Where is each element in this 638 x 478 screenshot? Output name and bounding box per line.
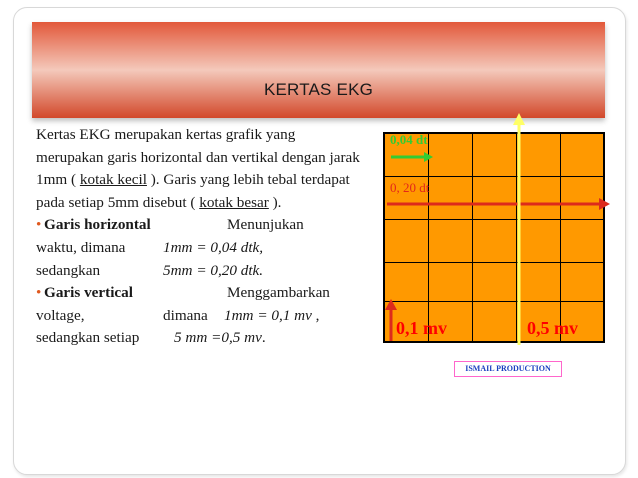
vertical-value-5mm: 5 mm =0,5 mv xyxy=(174,329,262,347)
horizontal-text-waktu: waktu, dimana xyxy=(36,238,126,256)
intro-text-1: Kertas EKG merupakan kertas grafik yang merupakan garis horizontal dan vertikal dengan jarak 1mm ( xyxy=(36,126,360,189)
horizontal-text-sedangkan: sedangkan xyxy=(36,261,101,279)
bullet-icon: • xyxy=(36,284,42,302)
red-horizontal-arrow-icon xyxy=(387,198,610,210)
vertical-value-1mm: 1mm = 0,1 mv xyxy=(224,306,312,324)
label-020-dt: 0, 20 dt xyxy=(390,180,430,195)
vertical-text-sedangkan: sedangkan setiap xyxy=(36,329,140,347)
kotak-besar-term: kotak besar xyxy=(199,193,269,211)
vertical-heading: Garis vertical xyxy=(44,284,133,302)
label-01-mv: 0,1 mv xyxy=(396,318,447,338)
kotak-kecil-term: kotak kecil xyxy=(79,171,147,189)
vertical-comma: , xyxy=(311,306,320,324)
vertical-desc: Menggambarkan xyxy=(227,284,330,302)
horizontal-value-1mm: 1mm = 0,04 dtk, xyxy=(163,238,264,256)
label-004-dt: 0,04 dt xyxy=(390,132,428,147)
horizontal-heading: Garis horizontal xyxy=(44,216,151,234)
bullet-icon: • xyxy=(36,216,42,234)
horizontal-desc: Menunjukan xyxy=(227,216,304,234)
green-arrow-icon xyxy=(391,152,433,162)
label-05-mv: 0,5 mv xyxy=(527,318,578,338)
horizontal-value-5mm: 5mm = 0,20 dtk. xyxy=(163,261,264,279)
yellow-vertical-arrow-icon xyxy=(513,113,525,345)
intro-text-3: ). xyxy=(268,193,282,211)
vertical-text-voltage: voltage, xyxy=(36,306,85,324)
slide-title: KERTAS EKG xyxy=(263,80,374,99)
intro-text-2: ). Garis yang lebih tebal terdapat pada setiap 5mm disebut ( xyxy=(36,171,350,211)
vertical-text-dimana: dimana xyxy=(163,306,208,324)
vertical-period: . xyxy=(261,329,266,347)
credit-badge: ISMAIL PRODUCTION xyxy=(454,361,562,377)
